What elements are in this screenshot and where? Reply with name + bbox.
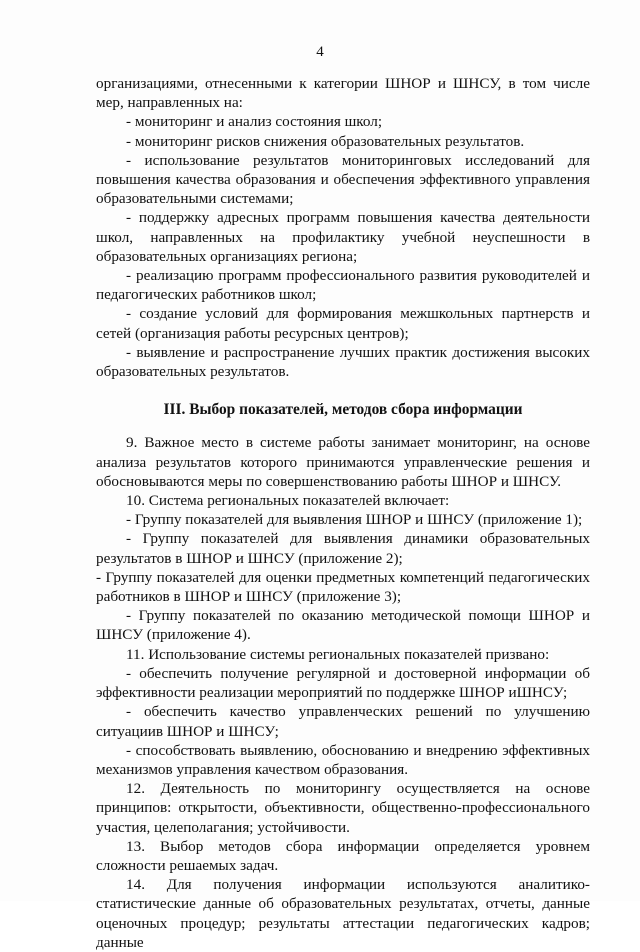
- paragraph: организациями, отнесенными к категории ШНОР и ШНСУ, в том числе мер, направленных на:: [96, 75, 590, 112]
- paragraph: - Группу показателей по оказанию методической помощи ШНОР и ШНСУ (приложение 4).: [96, 607, 590, 644]
- paragraph: 14. Для получения информации используются аналитико-статистические данные об образовательных результатах, отчеты, данные оценочных процедур; результаты аттестации педагогических кадров; данные: [96, 876, 590, 951]
- paragraph: - использование результатов мониторинговых исследований для повышения качества образования и обеспечения эффективного управления образовательными системами;: [96, 151, 590, 208]
- paragraph: - поддержку адресных программ повышения качества деятельности школ, направленных на профилактику учебной неуспешности в образовательных организациях региона;: [96, 209, 590, 265]
- paragraph: - обеспечить качество управленческих решений по улучшению ситуациив ШНОР и ШНСУ;: [96, 703, 590, 740]
- section-measures: [96, 74, 590, 381]
- paragraph: 12. Деятельность по мониторингу осуществляется на основе принципов: открытости, объективности, общественно-профессионального участия, целеполагания; устойчивости.: [96, 780, 590, 836]
- paragraph: - создание условий для формирования межшкольных партнерств и сетей (организация работы ресурсных центров);: [96, 305, 590, 342]
- section-indicators: [96, 433, 590, 951]
- paragraph: - обеспечить получение регулярной и достоверной информации об эффективности реализации мероприятий по поддержке ШНОР иШНСУ;: [96, 664, 590, 702]
- paragraph: - Группу показателей для выявления динамики образовательных результатов в ШНОР и ШНСУ (приложение 2);: [96, 530, 590, 567]
- paragraph: - мониторинг рисков снижения образовательных результатов.: [126, 132, 525, 150]
- paragraph: - реализацию программ профессионального развития руководителей и педагогических работников школ;: [96, 267, 590, 304]
- paragraph: - выявление и распространение лучших практик достижения высоких образовательных результатов.: [96, 343, 590, 381]
- paragraph: - Группу показателей для выявления ШНОР и ШНСУ (приложение 1);: [126, 511, 583, 529]
- paragraph: - Группу показателей для оценки предметных компетенций педагогических работников в ШНОР и ШНСУ (приложение 3);: [96, 568, 590, 606]
- document-body: [96, 74, 590, 952]
- paragraph: 10. Система региональных показателей включает:: [126, 492, 450, 510]
- paragraph: 11. Использование системы региональных показателей призвано:: [126, 645, 550, 663]
- section-heading: III. Выбор показателей, методов сбора информации: [163, 401, 523, 419]
- page-number: 4: [316, 44, 324, 60]
- paragraph: - мониторинг и анализ состояния школ;: [126, 113, 383, 131]
- paragraph: 13. Выбор методов сбора информации определяется уровнем сложности решаемых задач.: [96, 837, 590, 874]
- paragraph: - способствовать выявлению, обоснованию и внедрению эффективных механизмов управления качеством образования.: [96, 741, 590, 778]
- paragraph: 9. Важное место в системе работы занимает мониторинг, на основе анализа результатов которого принимаются управленческие решения и обосновываются меры по совершенствованию работы ШНОР и ШНСУ.: [96, 434, 590, 490]
